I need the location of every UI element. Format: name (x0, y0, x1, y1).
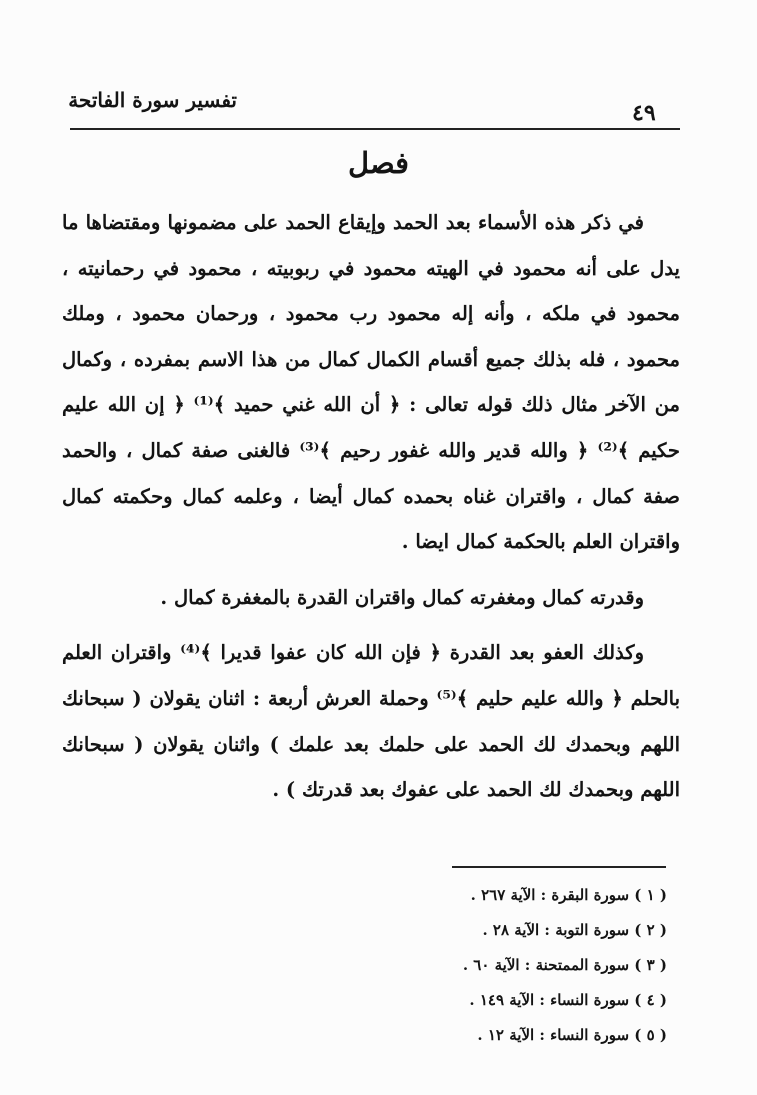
paragraph-3: وكذلك العفو بعد القدرة ﴿ فإن الله كان عفوا قديرا ﴾⁽⁴⁾ واقتران العلم بالحلم ﴿ والله عليم حليم ﴾⁽⁵⁾ وحملة العرش أربعة : اثنان يقولان ( سبحانك اللهم وبحمدك لك الحمد على حلمك بعد علمك ) واثنان يقولان ( سبحانك اللهم وبحمدك لك الحمد على عفوك بعد قدرتك ) . (62, 641, 681, 802)
header-divider (70, 128, 680, 130)
running-header-title: تفسير سورة الفاتحة (68, 88, 237, 112)
footnote-divider (452, 866, 666, 868)
paragraph-2: وقدرته كمال ومغفرته كمال واقتران القدرة بالمغفرة كمال . (160, 585, 644, 609)
footnote-5: ( ٥ ) سورة النساء : الآية ١٢ . (477, 1026, 667, 1044)
page-number: ٤٩ (632, 100, 656, 126)
footnote-1: ( ١ ) سورة البقرة : الآية ٢٦٧ . (470, 886, 667, 904)
footnote-4: ( ٤ ) سورة النساء : الآية ١٤٩ . (469, 991, 667, 1009)
footnote-2: ( ٢ ) سورة التوبة : الآية ٢٨ . (482, 921, 667, 939)
main-text (62, 200, 680, 813)
section-title: فصل (348, 146, 409, 180)
paragraph-1: في ذكر هذه الأسماء بعد الحمد وإيقاع الحمد على مضمونها ومقتضاها ما يدل على أنه محمود في الهيته محمود في ربوبيته ، محمود في رحمانيته ، محمود في ملكه ، وأنه إله محمود رب محمود ، ورحمان محمود ، وملك محمود ، فله بذلك جميع أقسام الكمال كمال من هذا الاسم بمفرده ، وكمال من الآخر مثال ذلك قوله تعالى : ﴿ أن الله غني حميد ﴾⁽¹⁾ ﴿ إن الله عليم حكيم ﴾⁽²⁾ ﴿ والله قدير والله غفور رحيم ﴾⁽³⁾ فالغنى صفة كمال ، والحمد صفة كمال ، واقتران غناه بحمده كمال أيضا ، وعلمه كمال وحكمته كمال واقتران العلم بالحكمة كمال ايضا . (62, 211, 680, 554)
footnote-3: ( ٣ ) سورة الممتحنة : الآية ٦٠ . (462, 956, 667, 974)
footnotes (407, 880, 667, 1055)
